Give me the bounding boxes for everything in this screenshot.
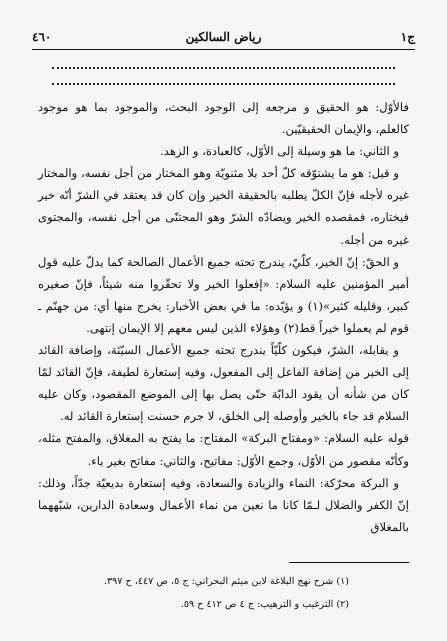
footnote: (٢) الترغيب و الترهيب: ج ٤ ص ٤١٢ ح ٥٩. bbox=[180, 599, 349, 610]
body-text bbox=[38, 96, 409, 538]
paragraph: و الثاني: ما هو وسيلة إلى الأوّل، كالعبادة، و الزهد. bbox=[160, 144, 399, 159]
paragraph: و الحقّ: إنّ الخير، كلّيّ، يندرج تحته جميع الأعمال الصالحة كما يدلّ عليه قول أمير المؤمنين عليه السلام: «إفعلوا الخير ولا تحقّروا منه شيئاً، فإنّ صغيره كبير، وقليله كثير»(١) و يؤيّده: ما في بعض الأخبار: يخرج منها أي: من جهنّم ـ قوم لم يعملوا خيراً قط(٢) وهؤلاء الذين ليس معهم إلا الإيمان إنتهى. bbox=[38, 254, 409, 335]
page-number: ٤٦٠ bbox=[32, 30, 52, 44]
volume-label: ج١ bbox=[400, 30, 415, 44]
paragraph: و قيل: هو ما يشتوّقه كلّ أحد بلا مثنويّة وهو المختار من أجل نفسه، والمختار غيره لأجله فإنّ الكلّ يطلبه بالحقيقة الخير وإن كان قد يعتقد في الشرّ أنّه خير فيختاره، فمقصده الخير ويضادّه الشرّ وهو المجتنّى من أجل نفسه، والمجتوى غيره من أجله. bbox=[38, 166, 409, 247]
paragraph: و البركة محرّكة: النماء والزيادة والسعادة، وفيه إستعارة بديعيّة جدّاً، وذلك: إنّ الكفر والضلال لـمّا كانا ما نعين من نماء الأعمال وسعادة الدارين، شبّههما بالمغلاق bbox=[38, 475, 409, 534]
dotted-separator bbox=[52, 67, 395, 69]
footnotes bbox=[38, 570, 409, 616]
paragraph: و يقابله، الشرّ، فيكون كلّيّاً يندرج تحته جميع الأعمال السيّئة، وإضافة القائد إلى الخير من إضافة الفاعل إلى المفعول، وفيه إستعارة لطيفة، فإنّ القائد لمّا كان من شأنه أن يقود الدابّة حتّى يصل بها إلى الموضع المقصود، وكان عليه السلام قد جاء بالخير وأوصله إلى الخلق، لا جرم حسنت إستعارة القائد له. bbox=[38, 343, 409, 424]
footnote-rule bbox=[289, 562, 409, 563]
paragraph: فالأوّل: هو الحقيق و مرجعه إلى الوجود البحث، والموجود بما هو موجود كالعلم، والإيمان الحقيقيّين. bbox=[38, 100, 409, 137]
header-rule bbox=[32, 49, 415, 50]
book-title: رياض السالكين bbox=[185, 30, 262, 44]
paragraph: قوله عليه السلام: «ومفتاح البركة» المفتاح: ما يفتح به المغلاق، والمفتح مثله، وكأنّه مقصور من الأوّل، وجمع الأوّل: مفاتيح، والثاني: مفاتح بغير ياء. bbox=[38, 431, 409, 468]
footnote: (١) شرح نهج البلاغة لابن ميثم البحراني: ج ٥، ص ٤٤٧، ح ٣٩٧. bbox=[103, 576, 349, 587]
page-header bbox=[32, 28, 415, 46]
dotted-separator bbox=[52, 83, 395, 85]
